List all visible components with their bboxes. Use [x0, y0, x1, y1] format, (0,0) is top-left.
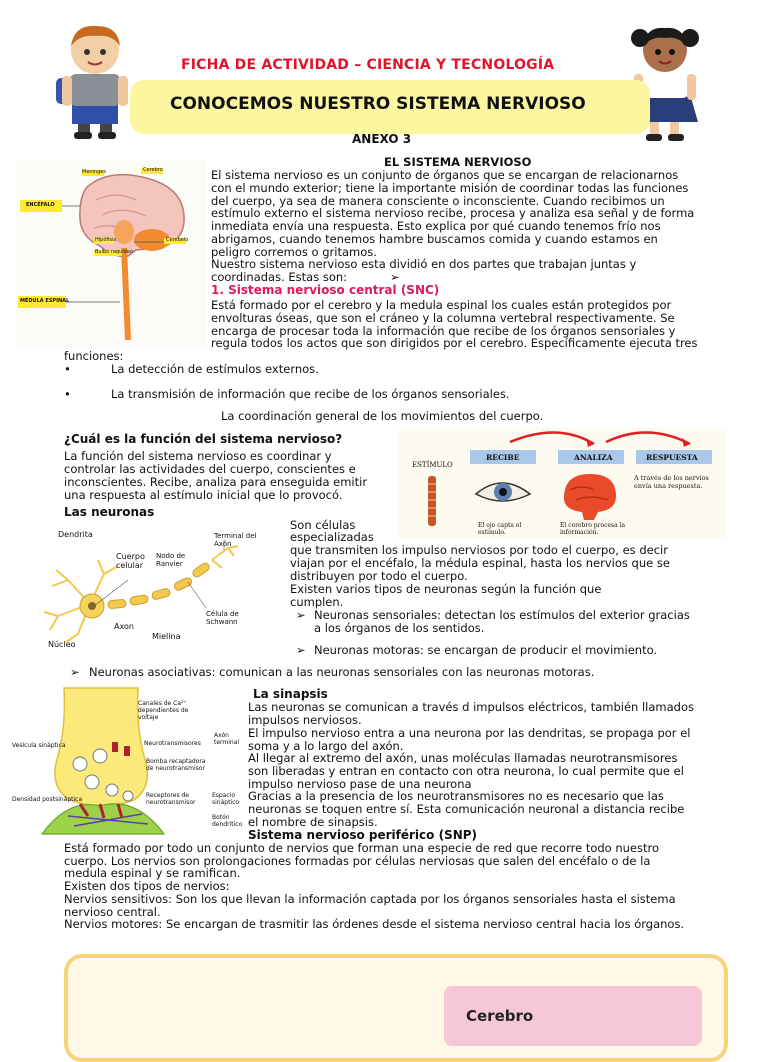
function-item: La detección de estímulos externos. — [111, 362, 319, 376]
neuronas-line: Existen varios tipos de neuronas según la función que — [290, 582, 602, 596]
intro-line: inmediata envía una respuesta. Esto explica por qué cuando tenemos frío nos — [211, 219, 661, 233]
intro-line: coordinadas. Estas son: — [211, 270, 348, 284]
sinapsis-line: el nombre de sinapsis. — [248, 815, 378, 829]
syn-label-canales: Canales de Ca²⁺ dependientes de voltaje — [138, 700, 189, 721]
snp-line: Existen dos tipos de nervios: — [64, 879, 230, 893]
syn-label-boton: Botón dendrítico — [212, 814, 243, 828]
funcion-line: inconscientes. Recibe, analiza para enseguida emitir — [64, 475, 368, 489]
brain-label-encefalo: ENCÉFALO — [26, 202, 55, 208]
neuron-label-axon: Axon — [114, 622, 134, 631]
intro-line: estímulo externo el sistema nervioso recibe, procesa y analiza esa señal y de forma — [211, 206, 695, 220]
neuron-type: Neuronas sensoriales: detectan los estímulos del exterior gracias — [314, 608, 690, 622]
brain-label-meninges: Meninges — [82, 169, 106, 175]
brain-diagram — [16, 160, 206, 348]
neuronas-intro: Son células — [290, 518, 356, 532]
eye-caption: El ojo capta el estímulo. — [478, 522, 522, 536]
snc-line: encarga de procesar toda la información que recibe de los órganos sensoriales y — [211, 324, 676, 338]
page-title: CONOCEMOS NUESTRO SISTEMA NERVIOSO — [170, 94, 586, 114]
snc-line: regula todos los actos que son dirigidos por el cerebro. Específicamente ejecuta tres — [211, 336, 698, 350]
section-heading: EL SISTEMA NERVIOSO — [384, 155, 532, 169]
snp-line: Nervios motores: Se encargan de trasmitir las órdenes desde el sistema nervioso central hacia los órganos. — [64, 917, 685, 931]
snp-line: Está formado por todo un conjunto de nervios que forman una especie de red que recorre todo nuestro — [64, 841, 660, 855]
intro-line: abrigamos, cuando tenemos hambre buscamos comida y cuando estamos en — [211, 232, 658, 246]
brain-label-cerebelo: Cerebelo — [166, 237, 189, 243]
neuron-type: Neuronas motoras: se encargan de producir el movimiento. — [314, 643, 658, 657]
neuronas-line: cumplen. — [290, 595, 344, 609]
sinapsis-line: El impulso nervioso entra a una neurona por las dendritas, se propaga por el — [248, 726, 691, 740]
boy-illustration — [52, 22, 142, 140]
neuronas-heading: Las neuronas — [64, 505, 155, 519]
sinapsis-heading: La sinapsis — [253, 687, 328, 701]
snc-heading: 1. Sistema nervioso central (SNC) — [211, 283, 440, 297]
sinapsis-line: impulsos nerviosos. — [248, 713, 362, 727]
sinapsis-line: soma y a lo largo del axón. — [248, 739, 404, 753]
neuron-label-schwann: Célula de Schwann — [206, 610, 239, 626]
neuron-diagram — [28, 530, 278, 650]
analiza-label: ANALIZA — [574, 453, 613, 462]
sinapsis-line: Las neuronas se comunican a través d impulsos eléctricos, también llamados — [248, 700, 694, 714]
intro-line: peligro corremos o gritamos. — [211, 245, 377, 259]
bullet-dot: • — [64, 387, 71, 401]
funcion-line: una respuesta al estímulo inicial que lo provocó. — [64, 488, 343, 502]
syn-label-axon: Axón terminal — [214, 732, 240, 746]
bullet-dot: • — [64, 362, 71, 376]
sinapsis-line: son liberadas y entran en contacto con otra neurona, lo cual permite que el — [248, 764, 684, 778]
neuron-label-terminal: Terminal del Axón — [214, 532, 257, 548]
neuronas-line: viajan por el encéfalo, la médula espinal, hasta los nervios que se — [290, 556, 670, 570]
arrow-glyph: ➢ — [390, 270, 400, 284]
neuronas-intro: especializadas — [290, 530, 374, 544]
brain-label-bulbo: Bulbo raquídeo — [95, 249, 133, 255]
sinapsis-line: Gracias a la presencia de los neurotransmisores no es necesario que las — [248, 789, 664, 803]
intro-line: Nuestro sistema nervioso esta dividió en dos partes que trabajan juntas y — [211, 257, 637, 271]
brain-label-hipofisis: Hipófisis — [95, 237, 117, 243]
funcion-question: ¿Cuál es la función del sistema nervioso? — [64, 432, 343, 446]
cerebro-label: Cerebro — [466, 1007, 534, 1025]
neuron-type: Neuronas asociativas: comunican a las neuronas sensoriales con las neuronas motoras. — [89, 665, 595, 679]
process-diagram — [398, 428, 726, 538]
respuesta-note: A través de los nervios envía una respuesta. — [634, 474, 709, 490]
intro-line: del cuerpo, ya sea de manera consciente o inconsciente. Cuando recibimos un — [211, 194, 665, 208]
syn-label-bomba: Bomba recaptadora de neurotransmisor — [146, 758, 206, 772]
neuronas-line: que transmiten los impulso nerviosos por todo el cuerpo, es decir — [290, 543, 668, 557]
neuron-label-dendrita: Dendrita — [58, 530, 93, 539]
page-subtitle: FICHA DE ACTIVIDAD – CIENCIA Y TECNOLOGÍA — [181, 57, 555, 73]
snp-heading: Sistema nervioso periférico (SNP) — [248, 828, 478, 842]
syn-label-receptores: Receptores de neurotransmisor — [146, 792, 196, 806]
function-item: La coordinación general de los movimientos del cuerpo. — [221, 409, 544, 423]
funciones-label: funciones: — [64, 349, 124, 363]
snc-line: envolturas óseas, que son el cráneo y la columna vertebral respectivamente. Se — [211, 311, 675, 325]
sinapsis-line: impulso nervioso pase de una neurona — [248, 777, 472, 791]
sinapsis-line: Al llegar al extremo del axón, unas moléculas llamadas neurotransmisores — [248, 751, 678, 765]
synapse-diagram — [8, 686, 248, 840]
arrow-glyph: ➢ — [296, 643, 306, 657]
neuron-label-nucleo: Núcleo — [48, 640, 76, 649]
anexo-label: ANEXO 3 — [352, 132, 412, 146]
syn-label-vesicula: Vesícula sináptica — [12, 742, 66, 749]
brain-caption: El cerebro procesa la información. — [560, 522, 626, 536]
respuesta-label: RESPUESTA — [646, 453, 698, 462]
snp-line: nervioso central. — [64, 905, 161, 919]
neuron-label-mielina: Mielina — [152, 632, 181, 641]
neuronas-line: distribuyen por todo el cuerpo. — [290, 569, 468, 583]
estimulo-label: ESTÍMULO — [412, 461, 453, 469]
funcion-line: controlar las actividades del cuerpo, conscientes e — [64, 462, 356, 476]
snp-line: cuerpo. Los nervios son prolongaciones formadas por células nerviosas que salen del encéfalo o de la — [64, 854, 651, 868]
syn-label-espacio: Espacio sináptico — [212, 792, 240, 806]
arrow-glyph: ➢ — [296, 608, 306, 622]
neuron-label-cuerpo: Cuerpo celular — [116, 552, 145, 570]
recibe-label: RECIBE — [486, 453, 520, 462]
funcion-line: La función del sistema nervioso es coordinar y — [64, 449, 332, 463]
neuron-label-nodo: Nodo de Ranvier — [156, 552, 186, 568]
function-item: La transmisión de información que recibe de los órganos sensoriales. — [111, 387, 510, 401]
intro-line: El sistema nervioso es un conjunto de órganos que se encargan de relacionarnos — [211, 168, 679, 182]
syn-label-neurotransmisores: Neurotransmisores — [144, 740, 201, 747]
snc-line: Está formado por el cerebro y la medula espinal los cuales están protegidos por — [211, 298, 672, 312]
sinapsis-line: neuronas se toquen entre sí. Esta comunicación neuronal a distancia recibe — [248, 802, 685, 816]
brain-label-medula: MÉDULA ESPINAL — [20, 298, 70, 304]
neuron-type: a los órganos de los sentidos. — [314, 621, 485, 635]
snp-line: Nervios sensitivos: Son los que llevan la información captada por los órganos sensoriales hasta el sistema — [64, 892, 676, 906]
brain-label-cerebro: Cerebro — [143, 167, 163, 173]
intro-line: con el mundo exterior; tiene la importante misión de coordinar todas las funciones — [211, 181, 689, 195]
snp-line: medula espinal y se ramifican. — [64, 866, 241, 880]
syn-label-densidad: Densidad postsináptica — [12, 796, 83, 803]
arrow-glyph: ➢ — [70, 665, 80, 679]
